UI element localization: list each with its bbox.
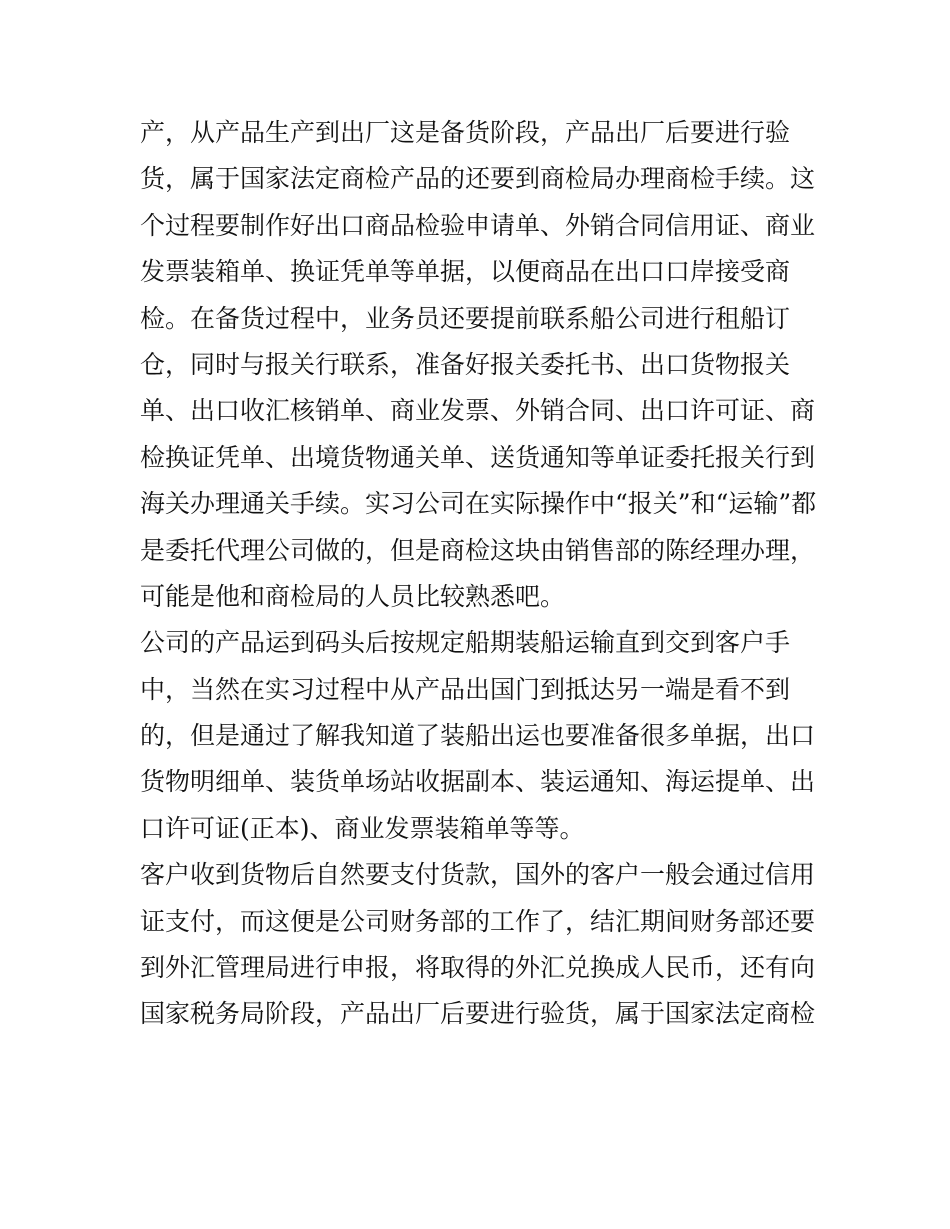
text-line: 中，当然在实习过程中从产品出国门到抵达另一端是看不到 (140, 674, 791, 704)
text-line: 个过程要制作好出口商品检验申请单、外销合同信用证、商业 (140, 210, 816, 240)
text-line: 是委托代理公司做的，但是商检这块由销售部的陈经理办理， (140, 535, 816, 565)
text-line: 检。在备货过程中，业务员还要提前联系船公司进行租船订 (140, 303, 791, 333)
text-line: 产，从产品生产到出厂这是备货阶段，产品出厂后要进行验 (140, 118, 791, 147)
text-line: 货物明细单、装货单场站收据副本、装运通知、海运提单、出 (140, 767, 816, 797)
text-line: 客户收到货物后自然要支付货款，国外的客户一般会通过信用 (140, 860, 816, 890)
text-line: 国家税务局阶段，产品出厂后要进行验货，属于国家法定商检 (140, 999, 816, 1029)
text-line: 证支付，而这便是公司财务部的工作了，结汇期间财务部还要 (140, 906, 816, 936)
text-line: 检换证凭单、出境货物通关单、送货通知等单证委托报关行到 (140, 442, 816, 472)
text-line: 可能是他和商检局的人员比较熟悉吧。 (140, 581, 566, 611)
text-line: 仓，同时与报关行联系，准备好报关委托书、出口货物报关 (140, 349, 791, 379)
text-line: 公司的产品运到码头后按规定船期装船运输直到交到客户手 (140, 628, 791, 658)
text-line: 货，属于国家法定商检产品的还要到商检局办理商检手续。这 (140, 164, 816, 194)
text-line: 口许可证(正本)、商业发票装箱单等等。 (140, 813, 585, 843)
text-line: 海关办理通关手续。实习公司在实际操作中“报关”和“运输”都 (140, 489, 817, 519)
text-line: 发票装箱单、换证凭单等单据，以便商品在出口口岸接受商 (140, 257, 791, 287)
text-line: 单、出口收汇核销单、商业发票、外销合同、出口许可证、商 (140, 396, 816, 426)
text-line: 的，但是通过了解我知道了装船出运也要准备很多单据，出口 (140, 721, 816, 751)
text-line: 到外汇管理局进行申报，将取得的外汇兑换成人民币，还有向 (140, 953, 816, 983)
body-text (140, 110, 820, 1038)
